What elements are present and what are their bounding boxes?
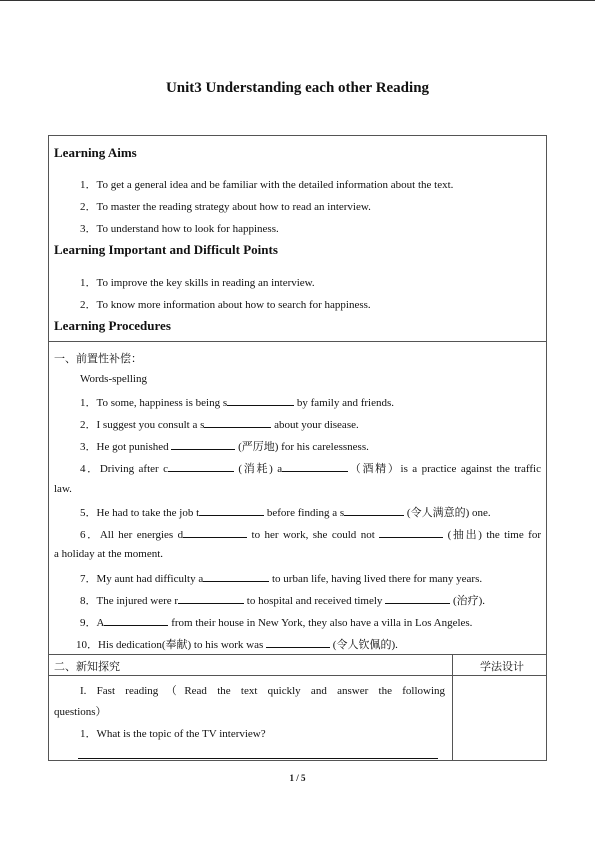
fast-reading-question-1: 1．What is the topic of the TV interview?: [80, 728, 266, 740]
answer-blank[interactable]: [168, 462, 234, 472]
answer-blank[interactable]: [379, 528, 443, 538]
answer-blank[interactable]: [227, 396, 294, 406]
column-divider: [452, 654, 453, 761]
page-top-border: [0, 0, 595, 1]
spelling-question-10: 10．His dedication(奉献) to his work was (令人钦佩的).: [76, 639, 398, 651]
spelling-question-3: 3．He got punished (严厉地) for his carelessness.: [80, 441, 369, 453]
answer-blank[interactable]: [171, 440, 235, 450]
aim-item: 3．To understand how to look for happiness.: [80, 223, 279, 235]
new-knowledge-box: [48, 654, 547, 761]
section1-heading: 一、前置性补偿：: [54, 353, 142, 365]
spelling-question-5: 5．He had to take the job t before finding a s (令人满意的) one.: [80, 507, 491, 519]
row-divider: [48, 675, 547, 676]
spelling-question-6: 6．All her energies d to her work, she could not (抽出) the time for: [80, 529, 541, 541]
answer-blank[interactable]: [203, 572, 269, 582]
answer-blank[interactable]: [199, 506, 264, 516]
answer-blank[interactable]: [204, 418, 271, 428]
page-number: 1 / 5: [289, 773, 306, 783]
important-points-heading: Learning Important and Difficult Points: [54, 242, 278, 257]
answer-blank[interactable]: [266, 638, 330, 648]
spelling-question-7: 7．My aunt had difficulty a to urban life, having lived there for many years.: [80, 573, 483, 585]
spelling-question-4: 4．Driving after c (消耗) a （酒精）is a practice against the traffic: [80, 463, 541, 475]
words-spelling-label: Words-spelling: [80, 373, 147, 385]
answer-blank[interactable]: [178, 594, 244, 604]
answer-blank[interactable]: [282, 462, 348, 472]
fast-reading-line2: questions）: [54, 706, 107, 718]
spelling-question-6-cont: a holiday at the moment.: [54, 548, 164, 560]
aim-item: 1．To get a general idea and be familiar with the detailed information about the text.: [80, 179, 454, 191]
page-title: Unit3 Understanding each other Reading: [165, 80, 430, 96]
fast-reading-line1: I. Fast reading（Read the text quickly and answer the following: [80, 685, 445, 697]
section2-heading: 二、新知探究: [54, 661, 120, 673]
point-item: 1．To improve the key skills in reading an interview.: [80, 277, 315, 289]
answer-blank[interactable]: [344, 506, 404, 516]
spelling-question-9: 9．A from their house in New York, they also have a villa in Los Angeles.: [80, 617, 473, 629]
learning-aims-heading: Learning Aims: [54, 145, 137, 160]
point-item: 2．To know more information about how to search for happiness.: [80, 299, 371, 311]
aim-item: 2．To master the reading strategy about how to read an interview.: [80, 201, 371, 213]
answer-blank[interactable]: [183, 528, 247, 538]
spelling-question-4-cont: law.: [54, 483, 72, 495]
answer-blank[interactable]: [104, 616, 168, 626]
learning-procedures-heading: Learning Procedures: [54, 318, 171, 333]
method-design-header: 学法设计: [480, 661, 524, 673]
answer-line[interactable]: [78, 758, 438, 759]
spelling-question-8: 8．The injured were r to hospital and received timely (治疗).: [80, 595, 486, 607]
spelling-question-1: 1．To some, happiness is being s by family and friends.: [80, 397, 395, 409]
answer-blank[interactable]: [385, 594, 450, 604]
spelling-question-2: 2．I suggest you consult a s about your disease.: [80, 419, 359, 431]
